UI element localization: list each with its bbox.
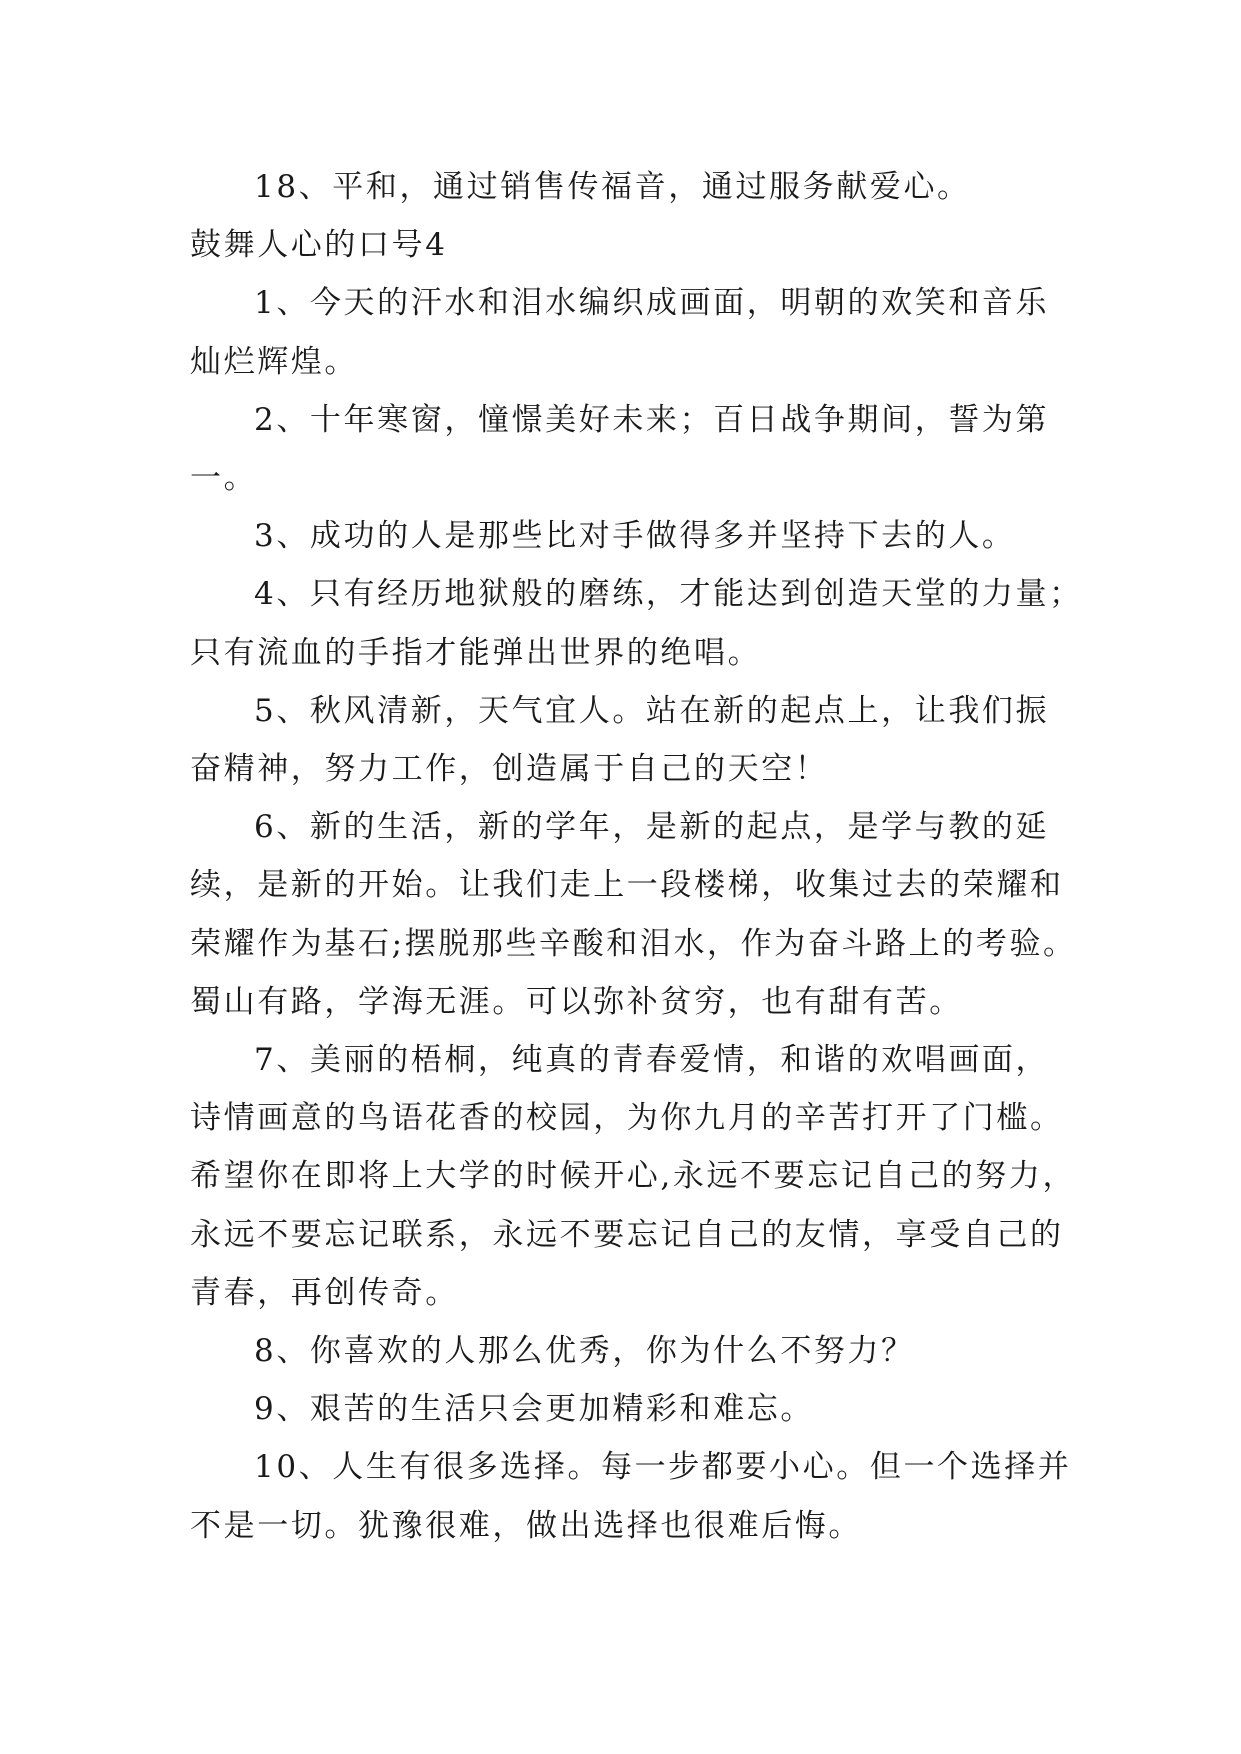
paragraph-line: 5、秋风清新，天气宜人。站在新的起点上，让我们振 [254, 692, 1050, 729]
paragraph-line: 永远不要忘记联系，永远不要忘记自己的友情，享受自己的 [190, 1216, 1064, 1253]
paragraph-line: 8、你喜欢的人那么优秀，你为什么不努力？ [254, 1333, 915, 1370]
paragraph-line: 希望你在即将上大学的时候开心,永远不要忘记自己的努力， [190, 1158, 1077, 1195]
paragraph-line: 蜀山有路，学海无涯。可以弥补贫穷，也有甜有苦。 [190, 983, 963, 1020]
paragraph-line: 诗情画意的鸟语花香的校园，为你九月的辛苦打开了门槛。 [190, 1100, 1064, 1137]
paragraph-line: 6、新的生活，新的学年，是新的起点，是学与教的延 [254, 809, 1050, 846]
paragraph-line: 奋精神，努力工作，创造属于自己的天空！ [190, 751, 829, 788]
paragraph-line: 一。 [190, 460, 258, 497]
paragraph-line: 1、今天的汗水和泪水编织成画面，明朝的欢笑和音乐 [254, 285, 1050, 322]
paragraph-line: 3、成功的人是那些比对手做得多并坚持下去的人。 [254, 518, 1016, 555]
paragraph-line: 荣耀作为基石;摆脱那些辛酸和泪水，作为奋斗路上的考验。 [190, 925, 1077, 962]
paragraph-line: 只有流血的手指才能弹出世界的绝唱。 [190, 634, 762, 671]
section-heading: 鼓舞人心的口号4 [190, 227, 448, 264]
paragraph-line: 7、美丽的梧桐，纯真的青春爱情，和谐的欢唱画面， [254, 1042, 1050, 1079]
paragraph-line: 18、平和，通过销售传福音，通过服务献爱心。 [254, 169, 971, 205]
paragraph-line: 4、只有经历地狱般的磨练，才能达到创造天堂的力量； [254, 576, 1083, 613]
paragraph-line: 9、艰苦的生活只会更加精彩和难忘。 [254, 1391, 814, 1428]
paragraph-line: 2、十年寒窗，憧憬美好未来；百日战争期间，誓为第 [254, 401, 1050, 438]
paragraph-line: 不是一切。犹豫很难，做出选择也很难后悔。 [190, 1507, 862, 1544]
paragraph-line: 续，是新的开始。让我们走上一段楼梯，收集过去的荣耀和 [190, 867, 1064, 904]
document-page [190, 158, 1083, 1555]
paragraph-line: 青春，再创传奇。 [190, 1274, 459, 1311]
paragraph-line: 10、人生有很多选择。每一步都要小心。但一个选择并 [254, 1449, 1072, 1486]
paragraph-line: 灿烂辉煌。 [190, 343, 358, 380]
